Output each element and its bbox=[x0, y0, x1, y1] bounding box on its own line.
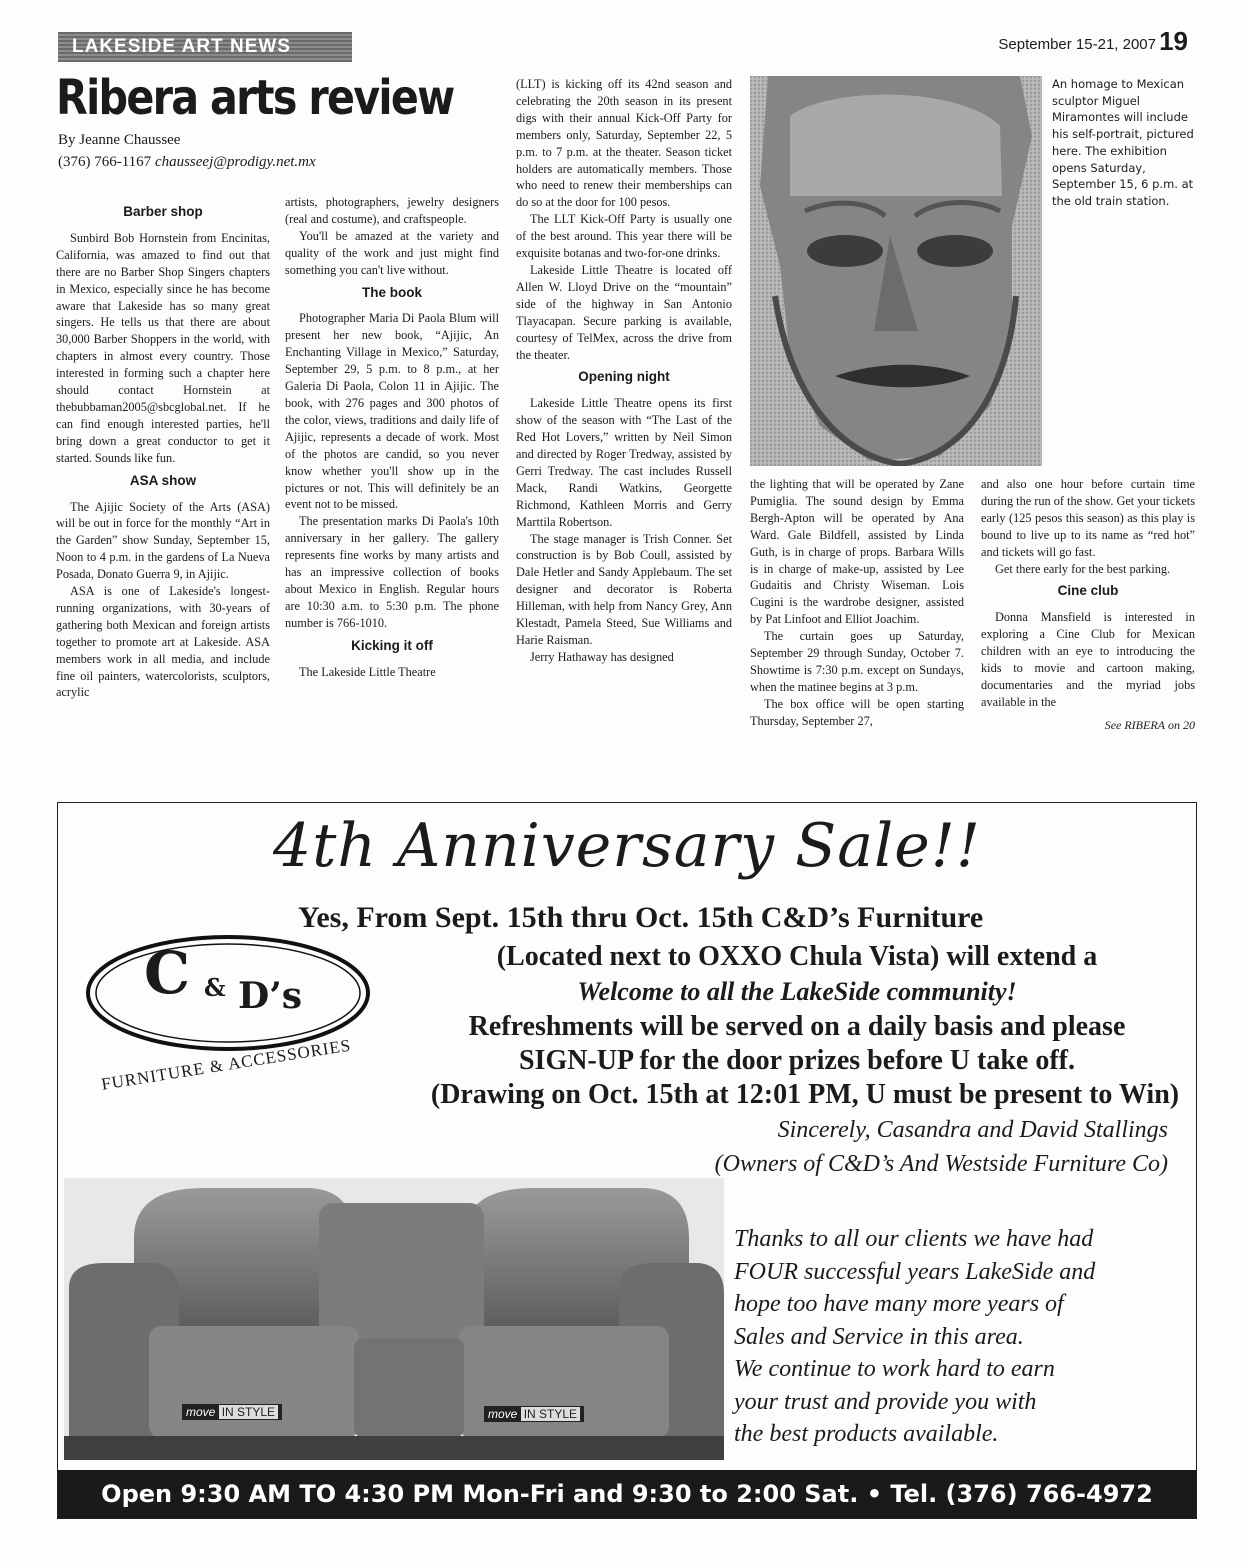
anniversary-sale-ad bbox=[57, 802, 1197, 1519]
paragraph: Get there early for the best parking. bbox=[995, 561, 1171, 576]
paragraph: (LLT) is kicking off its 42nd season and celebrating the 20th season in its present digs with their annual Kick-Off Party for members only, Saturday, September 22, 5 p.m. to 7 p.m. at the theater. Season ticket holders are automatically members. Those who need to renew their memberships can do so at the door for 100 pesos. bbox=[516, 77, 732, 210]
brand-tag-word: move bbox=[488, 1407, 518, 1421]
thanks-line: the best products available. bbox=[734, 1421, 999, 1447]
subhead-the-book: The book bbox=[362, 284, 422, 300]
paragraph: ASA is one of Lakeside's longest-running organizations, with 30-years of gathering both Mexican and foreign artists together to promote art at Lakeside. ASA members work in all media, and include fine oil painters, watercolorists, sculptors, acrylic bbox=[56, 584, 270, 700]
thanks-line: We continue to work hard to earn bbox=[734, 1356, 1055, 1382]
paragraph: The Lakeside Little Theatre bbox=[299, 664, 436, 679]
ad-line-1: Yes, From Sept. 15th thru Oct. 15th C&D’s Furniture bbox=[298, 901, 984, 934]
logo-tagline: FURNITURE & ACCESSORIES bbox=[100, 1035, 353, 1094]
thank-you-message bbox=[734, 1223, 1184, 1451]
sculpture-face-image bbox=[750, 76, 1042, 466]
subhead-asa-show: ASA show bbox=[129, 472, 197, 488]
ad-line-2: (Located next to OXXO Chula Vista) will extend a bbox=[496, 941, 1098, 972]
article-column-2 bbox=[285, 194, 499, 680]
subhead-kicking-it-off: Kicking it off bbox=[351, 637, 433, 653]
logo-letter-c: C bbox=[144, 939, 191, 1007]
ad-signature: Sincerely, Casandra and David Stallings bbox=[777, 1117, 1168, 1143]
ad-line-4: Refreshments will be served on a daily basis and please bbox=[468, 1011, 1126, 1042]
author-contact bbox=[58, 154, 316, 171]
sofa-brand-tag-right bbox=[484, 1406, 584, 1422]
ad-owners: (Owners of C&D’s And Westside Furniture Co) bbox=[714, 1151, 1168, 1177]
paragraph: Jerry Hathaway has designed bbox=[530, 649, 674, 664]
author-phone: (376) 766-1167 bbox=[58, 154, 152, 170]
thanks-line: hope too have many more years of bbox=[734, 1291, 1064, 1317]
logo-ampersand: & bbox=[204, 973, 226, 1002]
ad-line-5: SIGN-UP for the door prizes before U take off. bbox=[518, 1045, 1076, 1076]
paragraph: Sunbird Bob Hornstein from Encinitas, California, was amazed to find out that there are no Barber Shop Singers chapters in Mexico, especially since he has become aware that Lakeside has so many great singers. He tells us that there are about 30,000 Barber Shoppers in the world, with chapters in almost every country. Those interested in forming such a chapter here should contact Hornstein at thebubbaman2005@sbcglobal.net. If he can find enough interested parties, he'll bring down a great conductor to get it started. Sounds like fun. bbox=[56, 230, 270, 465]
thanks-line: Thanks to all our clients we have had bbox=[734, 1226, 1094, 1252]
brand-tag-word-2: IN STYLE bbox=[219, 1405, 278, 1419]
article-column-1 bbox=[56, 198, 270, 701]
leather-sofa-image bbox=[64, 1178, 724, 1460]
byline: By Jeanne Chaussee bbox=[58, 132, 181, 148]
cd-furniture-logo bbox=[78, 931, 378, 1055]
article-column-4 bbox=[750, 476, 964, 730]
thanks-line: your trust and provide you with bbox=[734, 1388, 1037, 1415]
continuation-label: See RIBERA bbox=[1104, 717, 1165, 732]
brand-tag-word: move bbox=[186, 1405, 216, 1419]
paragraph: The LLT Kick-Off Party is usually one of the best around. This year there will be exquisite botanas and two-for-one drinks. bbox=[516, 212, 732, 261]
continuation-page: on 20 bbox=[1168, 717, 1195, 732]
brand-tag-word-2: IN STYLE bbox=[521, 1407, 580, 1421]
paragraph: Donna Mansfield is interested in exploring a Cine Club for Mexican children with an eye to introducing the kids to movie and cartoon making, documentaries and the myriad jobs available in the bbox=[981, 610, 1195, 709]
ad-line-3: Welcome to all the LakeSide community! bbox=[577, 977, 1017, 1006]
paragraph: artists, photographers, jewelry designers (real and costume), and craftspeople. bbox=[285, 195, 499, 226]
thanks-line: Sales and Service in this area. bbox=[734, 1323, 1024, 1350]
paragraph: The box office will be open starting Thursday, September 27, bbox=[750, 696, 964, 728]
paragraph: Lakeside Little Theatre is located off Allen W. Lloyd Drive on the “mountain” side of the highway in San Antonio Tlayacapan. Secure parking is available, courtesy of TelMex, across the drive from the theater. bbox=[516, 262, 732, 362]
paragraph: the lighting that will be operated by Zane Pumiglia. The sound design by Emma Bergh-Apton will be operated by Ana Ward. Gale Bildfell, assisted by Linda Guth, is in charge of props. Barbara Wills is in charge of make-up, assisted by Lee Gudaitis and Christy Wiseman. Lois Cugini is the wardrobe designer, assisted by Pat Linfoot and Elliot Joachim. bbox=[750, 477, 964, 627]
paragraph: The Ajijic Society of the Arts (ASA) will be out in force for the monthly “Art in the Garden” show Sunday, September 15, Noon to 4 p.m. in the gardens of La Nueva Posada, Donato Guerra 9, in Ajijic. bbox=[56, 499, 270, 582]
subhead-cine-club: Cine club bbox=[1057, 583, 1119, 599]
paragraph: You'll be amazed at the variety and quality of the work and just might find something you can't live without. bbox=[285, 228, 499, 277]
author-email[interactable]: chausseej@prodigy.net.mx bbox=[154, 154, 316, 170]
paragraph: The curtain goes up Saturday, September 29 through Sunday, October 7. Showtime is 7:30 p.m. except on Sundays, when the matinee begins at 3 p.m. bbox=[750, 629, 964, 694]
subhead-barber-shop: Barber shop bbox=[123, 204, 203, 219]
ad-line-6: (Drawing on Oct. 15th at 12:01 PM, U must be present to Win) bbox=[430, 1079, 1180, 1110]
continuation-note bbox=[981, 717, 1195, 734]
photo-caption: An homage to Mexican sculptor Miguel Miramontes will include his self-portrait, pictured here. The exhibition opens Saturday, September 15, 6 p.m. at the old train station. bbox=[1052, 77, 1194, 208]
paragraph: Lakeside Little Theatre opens its first show of the season with “The Last of the Red Hot Lovers,” written by Neil Simon and directed by Roger Tredway, assisted by Gerri Tredway. The cast includes Russell Mack, Randi Watkins, Georgette Richmond, Kathleen Morris and Gerry Marttila Robertson. bbox=[516, 396, 732, 529]
thanks-line: FOUR successful years LakeSide and bbox=[734, 1258, 1096, 1285]
paragraph: The stage manager is Trish Conner. Set construction is by Bob Coull, assisted by Dale Hetler and Sandy Applebaum. The set designer and decorator is Roberta Hilleman, with help from Nancy Grey, Ann Klestadt, Pamela Steed, Sue Williams and Harie Raisman. bbox=[516, 531, 732, 647]
subhead-opening-night: Opening night bbox=[578, 369, 670, 385]
article-headline: Ribera arts review bbox=[56, 70, 454, 126]
issue-date: September 15-21, 2007 bbox=[998, 36, 1156, 53]
section-banner: LAKESIDE ART NEWS bbox=[58, 32, 352, 62]
sofa-brand-tag-left bbox=[182, 1404, 282, 1420]
ad-title: 4th Anniversary Sale!! bbox=[273, 811, 981, 881]
article-column-3 bbox=[516, 76, 732, 666]
sculpture-self-portrait-photo bbox=[750, 76, 1042, 466]
store-hours-bar: Open 9:30 AM TO 4:30 PM Mon-Fri and 9:30 to 2:00 Sat. • Tel. (376) 766-4972 bbox=[58, 1470, 1196, 1518]
paragraph: and also one hour before curtain time during the run of the show. Get your tickets early (125 pesos this season) as this play is bound to live up to its name as “red hot” and tickets will go fast. bbox=[981, 477, 1196, 559]
paragraph: Photographer Maria Di Paola Blum will present her new book, “Ajijic, An Enchanting Village in Mexico,” Saturday, September 29, 5 p.m. to 8 p.m., at her Galeria Di Paola, Colon 11 in Ajijic. The book, with 276 pages and 300 photos of the color, views, traditions and daily life of Ajijic, represents a decade of work. Most of the photos are candid, so you never know whether you'll show up in the pictures or not. This will definitely be an event not to be missed. bbox=[285, 311, 499, 512]
logo-letter-d: D’s bbox=[238, 975, 303, 1017]
sofa-icon bbox=[64, 1178, 724, 1460]
page-number: 19 bbox=[1159, 26, 1188, 56]
logo-ellipse-icon bbox=[78, 931, 378, 1055]
paragraph: The presentation marks Di Paola's 10th anniversary in her gallery. The gallery represents fine works by many artists and has an impressive collection of books about Mexico in English. Regular hours are 10:30 a.m. to 5:30 p.m. The phone number is 766-1010. bbox=[285, 514, 499, 630]
article-column-5 bbox=[981, 476, 1195, 734]
